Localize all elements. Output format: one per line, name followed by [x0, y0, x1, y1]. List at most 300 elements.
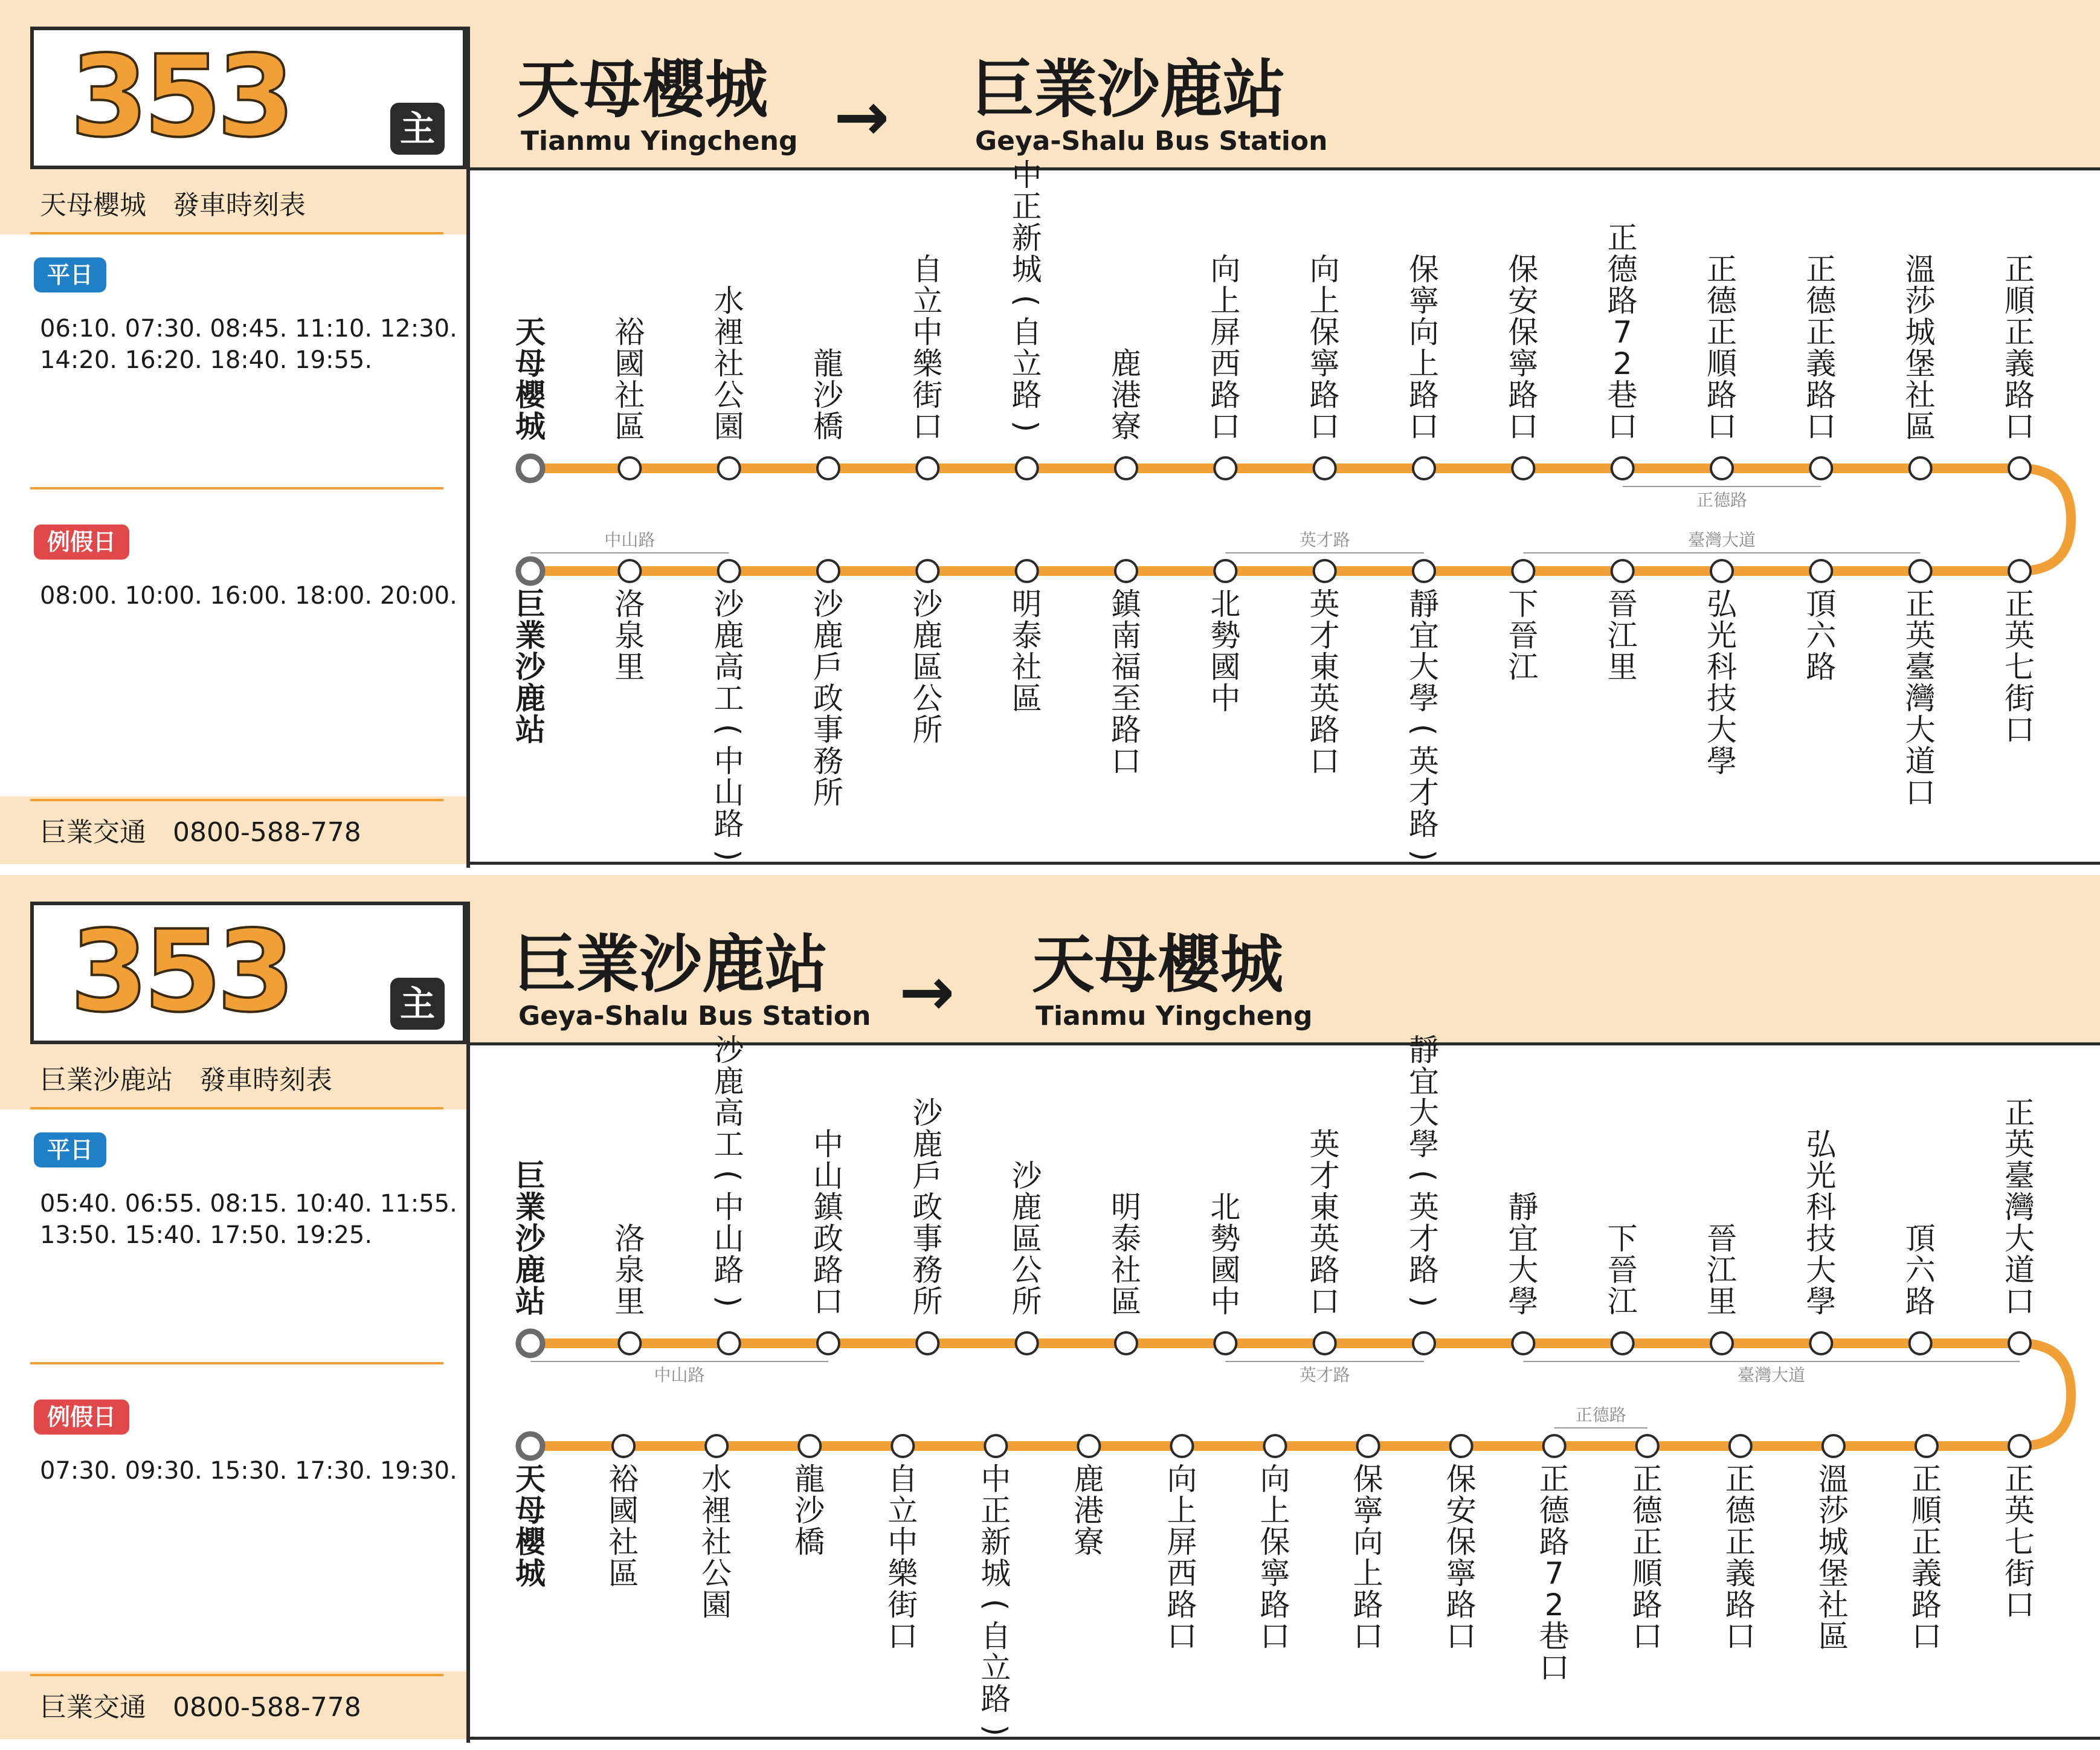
svg-text:園: 園	[713, 409, 744, 444]
svg-text:中: 中	[1210, 1284, 1241, 1319]
stop-name	[912, 252, 943, 444]
svg-text:業: 業	[515, 618, 546, 653]
svg-text:英: 英	[2005, 1493, 2035, 1528]
svg-text:口: 口	[1167, 1619, 1197, 1654]
svg-text:灣: 灣	[1905, 681, 1936, 716]
weekday-tag: 平日	[34, 1132, 106, 1167]
stop-marker	[817, 1332, 839, 1354]
stop-name	[813, 587, 845, 810]
svg-text:莎: 莎	[1818, 1493, 1849, 1528]
svg-text:向: 向	[1409, 315, 1439, 350]
svg-text:保: 保	[1260, 1525, 1290, 1560]
svg-text:口: 口	[2005, 1284, 2035, 1319]
svg-text:福: 福	[1111, 650, 1141, 685]
svg-text:才: 才	[1409, 775, 1439, 810]
svg-text:宜: 宜	[1508, 1221, 1539, 1256]
svg-text:北: 北	[1210, 587, 1241, 622]
stop-name	[2005, 587, 2035, 747]
svg-text:路: 路	[713, 807, 744, 842]
weekday-times: 06:10. 07:30. 08:45. 11:10. 12:30. 14:20. 16:20. 18:40. 19:55.	[40, 315, 457, 374]
svg-text:鹿: 鹿	[912, 618, 943, 653]
stop-marker	[1711, 457, 1733, 479]
svg-text:寧: 寧	[1309, 346, 1340, 381]
svg-text:戶: 戶	[912, 1158, 943, 1193]
svg-text:立: 立	[1011, 346, 1042, 381]
svg-text:正: 正	[1539, 1462, 1570, 1497]
svg-text:口: 口	[1632, 1619, 1663, 1654]
svg-text:勢: 勢	[1210, 618, 1241, 653]
stop-name	[912, 1096, 944, 1319]
svg-text:水: 水	[713, 283, 744, 318]
stop-name	[1707, 587, 1738, 779]
svg-text:上: 上	[1409, 346, 1439, 381]
svg-text:至: 至	[1111, 681, 1141, 716]
stop-marker	[1115, 560, 1137, 582]
svg-text:區: 區	[1818, 1619, 1849, 1654]
svg-text:街: 街	[912, 378, 943, 413]
svg-text:正: 正	[2005, 1462, 2035, 1497]
stop-name	[1608, 221, 1639, 444]
destination-name-cn: 巨業沙鹿站	[971, 53, 1286, 126]
svg-text:(: (	[711, 1169, 747, 1182]
svg-text:業: 業	[515, 1190, 546, 1225]
svg-text:路: 路	[1309, 378, 1340, 413]
svg-text:保: 保	[1446, 1525, 1477, 1560]
road-label: 正德路	[1575, 1405, 1626, 1425]
stop-name	[1818, 1462, 1849, 1654]
stop-name	[1806, 252, 1837, 444]
svg-text:社: 社	[1111, 1253, 1141, 1288]
stop-name	[1508, 1190, 1538, 1319]
stop-name	[1508, 252, 1538, 444]
svg-text:洛: 洛	[614, 587, 645, 622]
svg-text:泉: 泉	[614, 1253, 645, 1288]
stop-marker	[1214, 457, 1236, 479]
svg-text:學: 學	[1409, 681, 1439, 716]
stop-marker	[1264, 1435, 1286, 1457]
svg-text:宜: 宜	[1409, 618, 1439, 653]
holiday-times: 08:00. 10:00. 16:00. 18:00. 20:00.	[40, 582, 457, 610]
svg-text:西: 西	[1210, 346, 1241, 381]
svg-text:江: 江	[1508, 650, 1539, 685]
svg-text:政: 政	[912, 1190, 943, 1225]
svg-text:堡: 堡	[1818, 1556, 1849, 1591]
svg-text:天: 天	[515, 1462, 546, 1497]
svg-text:所: 所	[912, 712, 943, 747]
svg-text:沙: 沙	[813, 587, 843, 622]
svg-text:路: 路	[1725, 1587, 1756, 1622]
svg-text:路: 路	[713, 1253, 744, 1288]
svg-text:泰: 泰	[1011, 618, 1042, 653]
svg-text:英: 英	[1309, 587, 1340, 622]
stop-name	[794, 1462, 826, 1560]
svg-text:中: 中	[813, 1127, 843, 1162]
stop-name	[608, 1462, 639, 1591]
direction-arrow: →	[899, 953, 955, 1030]
stop-marker	[2009, 457, 2031, 479]
stop-marker	[1451, 1435, 1472, 1457]
svg-text:(: (	[711, 723, 747, 736]
road-label: 中山路	[604, 530, 655, 550]
stop-marker	[1358, 1435, 1379, 1457]
svg-text:口: 口	[1911, 1619, 1942, 1654]
route-diagram	[0, 875, 2100, 1750]
svg-text:山: 山	[713, 775, 744, 810]
stop-name	[614, 587, 645, 685]
svg-text:江: 江	[1707, 1253, 1737, 1288]
svg-text:正: 正	[1632, 1525, 1663, 1560]
svg-text:): )	[1406, 849, 1441, 862]
svg-text:口: 口	[1607, 409, 1638, 444]
svg-text:正: 正	[2005, 587, 2035, 622]
svg-text:2: 2	[1544, 1587, 1564, 1622]
svg-text:泉: 泉	[614, 618, 645, 653]
svg-text:宜: 宜	[1409, 1064, 1439, 1099]
svg-text:社: 社	[608, 1525, 639, 1560]
svg-text:順: 順	[1632, 1556, 1663, 1591]
svg-text:科: 科	[1806, 1190, 1837, 1225]
svg-text:里: 里	[614, 650, 645, 685]
svg-text:城: 城	[1011, 252, 1042, 287]
svg-text:鹿: 鹿	[912, 1127, 943, 1162]
svg-text:事: 事	[813, 712, 843, 747]
operator-contact: 巨業交通 0800-588-778	[40, 817, 361, 848]
stop-marker	[1544, 1435, 1565, 1457]
stop-name	[1806, 587, 1837, 685]
stop-marker	[1711, 1332, 1733, 1354]
svg-text:所: 所	[813, 775, 843, 810]
stop-marker	[619, 457, 640, 479]
svg-text:公: 公	[912, 681, 943, 716]
stop-marker	[1916, 1435, 1937, 1457]
svg-text:沙: 沙	[813, 378, 843, 413]
svg-text:龍: 龍	[813, 346, 843, 381]
svg-text:裡: 裡	[713, 315, 744, 350]
stop-marker	[1115, 457, 1137, 479]
svg-text:英: 英	[1409, 744, 1439, 779]
svg-text:正: 正	[2005, 315, 2035, 350]
svg-text:寧: 寧	[1260, 1556, 1290, 1591]
svg-text:路: 路	[1911, 1587, 1942, 1622]
stop-marker	[1823, 1435, 1844, 1457]
svg-text:屏: 屏	[1210, 315, 1241, 350]
svg-text:大: 大	[1707, 712, 1737, 747]
svg-text:大: 大	[1409, 650, 1439, 685]
svg-text:站: 站	[515, 712, 546, 747]
svg-text:晉: 晉	[1508, 618, 1539, 653]
svg-text:所: 所	[1011, 1284, 1042, 1319]
svg-text:口: 口	[1707, 409, 1737, 444]
stop-name	[912, 587, 944, 747]
svg-text:溫: 溫	[1818, 1462, 1849, 1497]
stop-marker	[892, 1435, 913, 1457]
svg-text:路: 路	[1806, 650, 1837, 685]
svg-text:城: 城	[1818, 1525, 1849, 1560]
stop-name	[1012, 1158, 1043, 1319]
svg-text:向: 向	[1260, 1462, 1290, 1497]
svg-text:沙: 沙	[515, 650, 546, 685]
stop-name	[978, 1462, 1013, 1736]
svg-text:口: 口	[912, 409, 943, 444]
svg-text:港: 港	[1074, 1493, 1104, 1528]
stop-name	[711, 1033, 746, 1307]
stop-marker	[1078, 1435, 1100, 1457]
svg-text:道: 道	[2005, 1253, 2035, 1288]
svg-text:大: 大	[1905, 712, 1936, 747]
stop-name	[1406, 587, 1441, 861]
stop-name	[1905, 587, 1936, 810]
svg-text:口: 口	[1446, 1619, 1477, 1654]
svg-text:中: 中	[1210, 681, 1241, 716]
svg-text:港: 港	[1111, 378, 1141, 413]
svg-text:路: 路	[1409, 1253, 1439, 1288]
stop-name	[2005, 1462, 2035, 1622]
stop-name	[1608, 587, 1638, 685]
svg-text:2: 2	[1612, 346, 1632, 381]
terminal-stop-marker	[518, 559, 543, 583]
svg-text:區: 區	[912, 650, 943, 685]
svg-text:西: 西	[1167, 1556, 1197, 1591]
svg-text:路: 路	[1409, 807, 1439, 842]
svg-text:正: 正	[1806, 252, 1837, 287]
stop-name	[1210, 587, 1240, 716]
svg-text:東: 東	[1309, 650, 1340, 685]
weekday-times: 05:40. 06:55. 08:15. 10:40. 11:55. 13:50. 15:40. 17:50. 19:25.	[40, 1190, 457, 1249]
svg-text:正: 正	[1806, 315, 1837, 350]
svg-text:鹿: 鹿	[813, 618, 843, 653]
svg-text:洛: 洛	[614, 1221, 645, 1256]
svg-text:工: 工	[713, 1127, 744, 1162]
svg-text:巷: 巷	[1539, 1619, 1570, 1654]
svg-text:大: 大	[2005, 1221, 2035, 1256]
svg-text:口: 口	[1309, 744, 1340, 779]
stop-name	[1632, 1462, 1664, 1654]
svg-text:鎮: 鎮	[1111, 587, 1141, 622]
stop-marker	[1016, 457, 1038, 479]
svg-text:臺: 臺	[1905, 650, 1936, 685]
svg-text:站: 站	[515, 1284, 546, 1319]
stop-name	[1725, 1462, 1757, 1654]
svg-text:沙: 沙	[713, 1033, 744, 1068]
stop-marker	[1016, 560, 1038, 582]
stop-name	[614, 1221, 645, 1319]
stop-marker	[1314, 457, 1336, 479]
svg-text:路: 路	[1508, 378, 1539, 413]
direction-arrow: →	[834, 78, 890, 155]
stop-marker	[1314, 1332, 1336, 1354]
stop-marker	[1512, 457, 1534, 479]
svg-text:勢: 勢	[1210, 1221, 1241, 1256]
svg-text:口: 口	[813, 1284, 843, 1319]
svg-text:社: 社	[701, 1525, 732, 1560]
stop-name	[1111, 587, 1142, 779]
stop-marker	[619, 560, 640, 582]
stop-name	[1905, 1221, 1936, 1319]
svg-text:大: 大	[1508, 1253, 1539, 1288]
svg-text:天: 天	[515, 315, 546, 350]
svg-text:英: 英	[1409, 1190, 1439, 1225]
svg-text:口: 口	[1539, 1650, 1570, 1685]
svg-text:樂: 樂	[887, 1556, 918, 1591]
stop-name	[1912, 1462, 1942, 1654]
svg-text:下: 下	[1607, 1221, 1638, 1256]
svg-text:自: 自	[981, 1619, 1011, 1654]
origin-name-cn: 巨業沙鹿站	[514, 928, 828, 1001]
stop-name	[1310, 252, 1340, 444]
svg-text:正: 正	[2005, 1096, 2035, 1131]
svg-text:中: 中	[713, 1190, 744, 1225]
stop-marker	[1171, 1435, 1193, 1457]
svg-text:英: 英	[1309, 1221, 1340, 1256]
svg-text:鹿: 鹿	[515, 1253, 546, 1288]
svg-text:七: 七	[2005, 650, 2035, 685]
holiday-tag: 例假日	[34, 1400, 129, 1435]
svg-text:溫: 溫	[1905, 252, 1936, 287]
svg-text:義: 義	[1806, 346, 1837, 381]
stop-name	[887, 1462, 918, 1654]
stop-marker	[1214, 1332, 1236, 1354]
svg-text:路: 路	[2005, 378, 2035, 413]
svg-text:明: 明	[1111, 1190, 1141, 1225]
svg-text:國: 國	[1210, 650, 1241, 685]
svg-text:北: 北	[1210, 1190, 1241, 1225]
svg-text:7: 7	[1612, 315, 1632, 350]
svg-text:上: 上	[1353, 1556, 1383, 1591]
svg-text:裕: 裕	[614, 315, 645, 350]
destination-name-cn: 天母櫻城	[1032, 928, 1284, 1001]
svg-text:街: 街	[2005, 1556, 2035, 1591]
svg-text:新: 新	[1011, 221, 1042, 256]
svg-text:德: 德	[1607, 252, 1638, 287]
stop-marker	[1910, 560, 1931, 582]
stop-marker	[799, 1435, 820, 1457]
svg-text:中: 中	[912, 315, 943, 350]
stop-marker	[1810, 1332, 1832, 1354]
svg-text:務: 務	[912, 1253, 943, 1288]
svg-text:沙: 沙	[515, 1221, 546, 1256]
svg-text:里: 里	[1707, 1284, 1737, 1319]
svg-text:路: 路	[1111, 712, 1141, 747]
schedule-title: 巨業沙鹿站 發車時刻表	[40, 1065, 332, 1096]
svg-text:路: 路	[1210, 378, 1241, 413]
svg-text:里: 里	[1607, 650, 1638, 685]
svg-text:立: 立	[887, 1493, 918, 1528]
stop-marker	[1612, 457, 1634, 479]
stop-name	[1074, 1462, 1104, 1560]
route-number: 353	[70, 906, 291, 1037]
svg-text:德: 德	[1632, 1493, 1663, 1528]
svg-text:社: 社	[713, 346, 744, 381]
terminal-stop-marker	[518, 1331, 543, 1355]
svg-text:高: 高	[713, 650, 744, 685]
svg-text:靜: 靜	[1409, 1033, 1439, 1068]
stop-marker	[1711, 560, 1733, 582]
svg-text:橋: 橋	[813, 409, 843, 444]
svg-text:口: 口	[1806, 409, 1837, 444]
stop-marker	[718, 1332, 740, 1354]
svg-text:寧: 寧	[1409, 283, 1439, 318]
svg-text:德: 德	[1539, 1493, 1570, 1528]
route-line	[530, 468, 2071, 571]
svg-text:寧: 寧	[1353, 1493, 1383, 1528]
svg-text:母: 母	[515, 346, 546, 381]
svg-text:自: 自	[1011, 315, 1042, 350]
stop-name	[1406, 1033, 1441, 1307]
svg-text:正: 正	[1911, 1462, 1942, 1497]
svg-text:路: 路	[1167, 1587, 1197, 1622]
svg-text:技: 技	[1707, 681, 1737, 716]
stop-marker	[1016, 1332, 1038, 1354]
svg-text:山: 山	[813, 1158, 843, 1193]
stop-marker	[1214, 560, 1236, 582]
svg-text:正: 正	[2005, 252, 2035, 287]
route-number: 353	[70, 31, 291, 162]
svg-text:南: 南	[1111, 618, 1141, 653]
svg-text:口: 口	[1260, 1619, 1290, 1654]
svg-text:才: 才	[1309, 618, 1340, 653]
stop-name	[714, 283, 744, 444]
svg-text:政: 政	[813, 1221, 843, 1256]
svg-text:正: 正	[1011, 189, 1042, 224]
svg-text:巨: 巨	[515, 587, 546, 622]
road-label: 中山路	[654, 1365, 705, 1385]
operator-contact: 巨業交通 0800-588-778	[40, 1692, 361, 1723]
stop-marker	[1810, 560, 1832, 582]
stop-name	[1806, 1127, 1837, 1319]
main-route-badge: 主	[390, 103, 445, 155]
main-route-badge: 主	[390, 978, 445, 1030]
stop-name	[1167, 1462, 1197, 1654]
svg-text:戶: 戶	[813, 650, 843, 685]
svg-text:區: 區	[614, 409, 645, 444]
svg-text:城: 城	[515, 1556, 546, 1591]
svg-text:街: 街	[887, 1587, 918, 1622]
svg-text:區: 區	[1111, 1284, 1141, 1319]
svg-text:社: 社	[1011, 650, 1042, 685]
stop-name	[1111, 346, 1141, 444]
svg-text:義: 義	[1725, 1556, 1756, 1591]
svg-text:里: 里	[614, 1284, 645, 1319]
svg-text:莎: 莎	[1905, 283, 1936, 318]
stop-marker	[1810, 457, 1832, 479]
stop-marker	[613, 1435, 634, 1457]
svg-text:晉: 晉	[1707, 1221, 1737, 1256]
road-label: 英才路	[1299, 530, 1350, 550]
svg-text:屏: 屏	[1167, 1525, 1197, 1560]
stop-name	[1353, 1462, 1383, 1654]
svg-text:頂: 頂	[1806, 587, 1837, 622]
stop-marker	[2009, 1332, 2031, 1354]
svg-text:向: 向	[1210, 252, 1241, 287]
svg-text:區: 區	[608, 1556, 639, 1591]
svg-text:向: 向	[1167, 1462, 1197, 1497]
svg-text:區: 區	[1011, 1221, 1042, 1256]
stop-name	[1310, 1127, 1340, 1319]
svg-text:正: 正	[1905, 587, 1936, 622]
svg-text:沙: 沙	[912, 587, 943, 622]
svg-text:水: 水	[701, 1462, 732, 1497]
stop-name	[1012, 587, 1042, 716]
svg-text:保: 保	[1309, 315, 1340, 350]
svg-text:社: 社	[614, 378, 645, 413]
svg-text:(: (	[978, 1598, 1013, 1611]
stop-marker	[1612, 560, 1634, 582]
stop-name	[1210, 1190, 1240, 1319]
svg-text:國: 國	[1210, 1253, 1241, 1288]
stop-name	[515, 315, 546, 444]
road-label: 臺灣大道	[1738, 1365, 1806, 1385]
svg-text:區: 區	[1011, 681, 1042, 716]
